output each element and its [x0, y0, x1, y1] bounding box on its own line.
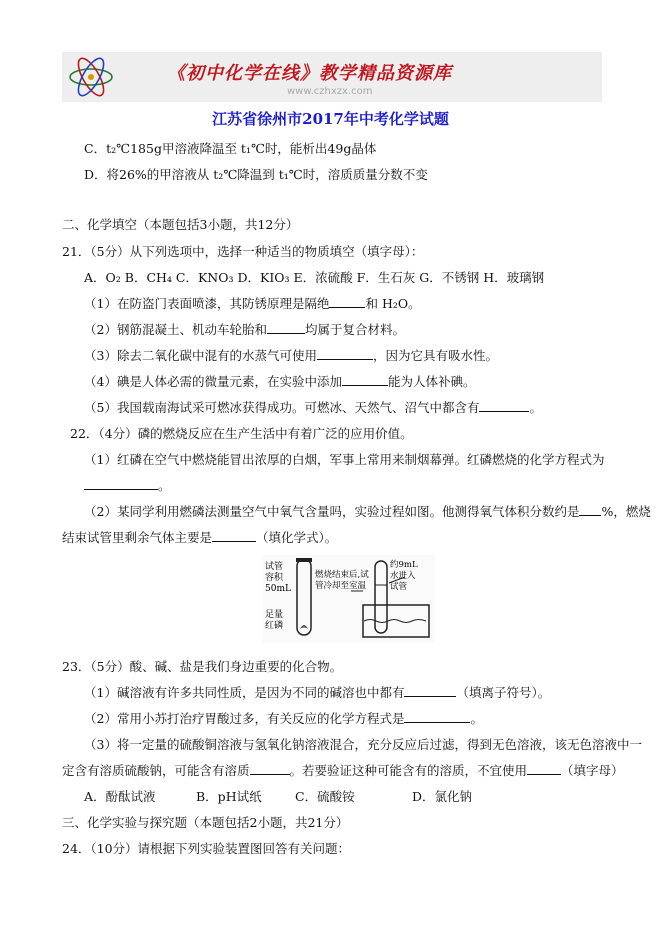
question-21-4: （4）碘是人体必需的微量元素，在实验中添加 能为人体补碘。: [84, 374, 476, 389]
answer-blank[interactable]: [404, 709, 470, 723]
question-23-option-a: A．酚酞试液: [84, 789, 156, 804]
question-23-2: （2）常用小苏打治疗胃酸过多，有关反应的化学方程式是 。: [84, 711, 483, 726]
answer-blank[interactable]: [342, 372, 388, 386]
answer-blank[interactable]: [250, 761, 290, 775]
question-23: 23．（5分）酸、碱、盐是我们身边重要的化合物。: [62, 659, 343, 674]
question-23-3-cont: 定含有溶质硫酸钠，可能含有溶质 。若要验证这种可能含有的溶质，不宜使用 （填字母）: [62, 763, 624, 778]
question-21-3: （3）除去二氧化碳中混有的水蒸气可使用 ，因为它具有吸水性。: [84, 348, 498, 363]
question-22-1-answer: 。: [84, 476, 171, 494]
question-23-1: （1）碱溶液有许多共同性质，是因为不同的碱溶也中都有 （填离子符号）。: [84, 685, 551, 700]
label-50ml: 50mL: [265, 584, 291, 594]
answer-blank[interactable]: [579, 502, 601, 516]
question-22-2: （2）某同学利用燃磷法测量空气中氧气含量吗，实验过程如图。他测得氧气体积分数约是 %，燃烧: [84, 504, 651, 519]
question-21: 21．（5分）从下列选项中，选择一种适当的物质填空（填字母）：: [62, 244, 424, 259]
question-21-options: A．O₂ B．CH₄ C．KNO₃ D．KIO₃ E．浓硫酸 F．生石灰 G．不锈钢 H．玻璃钢: [84, 270, 545, 285]
section-2-heading: 二、化学填空（本题包括3小题，共12分）: [62, 217, 299, 232]
answer-blank[interactable]: [84, 476, 158, 490]
answer-blank[interactable]: [317, 346, 373, 360]
option-c: C．t₂℃185g甲溶液降温至 t₁℃时，能析出49g晶体: [84, 141, 377, 156]
question-22-1: （1）红磷在空气中燃烧能冒出浓厚的白烟，军事上常用来制烟幕弹。红磷燃烧的化学方程式为: [84, 452, 605, 467]
answer-blank[interactable]: [479, 398, 529, 412]
label-sufficient: 足量: [265, 610, 284, 620]
document-title: 江苏省徐州市2017年中考化学试题: [212, 110, 449, 128]
question-21-2: （2）钢筋混凝土、机动车轮胎和 均属于复合材料。: [84, 322, 405, 337]
label-cooled: 管冷却至室温: [315, 581, 367, 591]
answer-blank[interactable]: [404, 683, 456, 697]
question-23-option-d: D．氯化钠: [412, 789, 473, 804]
label-red-phosphorus: 红磷: [265, 621, 284, 631]
experiment-figure: [263, 555, 435, 643]
label-9ml: 约9mL: [390, 560, 418, 570]
atom-logo-icon: [66, 55, 116, 99]
brand-title: 《初中化学在线》教学精品资源库: [167, 63, 452, 84]
answer-blank[interactable]: [267, 320, 305, 334]
question-22: 22．（4分）磷的燃烧反应在生产生活中有着广泛的应用价值。: [70, 426, 413, 441]
question-23-option-b: B．pH试纸: [196, 789, 262, 804]
label-tube: 试管: [265, 562, 284, 572]
section-3-heading: 三、化学实验与探究题（本题包括2小题，共21分）: [62, 815, 349, 830]
question-24: 24．（10分）请根据下列实验装置图回答有关问题：: [62, 841, 351, 856]
option-d: D．将26%的甲溶液从 t₂℃降温到 t₁℃时，溶质质量分数不变: [84, 167, 428, 182]
label-tube-right: 试管: [390, 582, 408, 592]
question-22-2-cont: 结束试管里剩余气体主要是 （填化学式）。: [62, 530, 338, 545]
question-23-3: （3）将一定量的硫酸铜溶液与氢氧化钠溶液混合，充分反应后过滤，得到无色溶液，该无色溶液中一: [84, 737, 642, 752]
header-banner: [62, 52, 602, 102]
answer-blank[interactable]: [527, 761, 561, 775]
brand-url: www.czhxzx.com: [287, 86, 373, 97]
question-23-option-c: C．硫酸铵: [295, 789, 355, 804]
question-21-1: （1）在防盗门表面喷漆，其防锈原理是隔绝 和 H₂O。: [84, 296, 421, 311]
question-21-5: （5）我国载南海试采可燃冰获得成功。可燃冰、天然气、沼气中都含有 。: [84, 400, 542, 415]
label-volume: 容积: [265, 573, 284, 583]
answer-blank[interactable]: [212, 528, 256, 542]
label-after-combustion: 燃烧结束后,试: [315, 570, 369, 580]
label-water-enters: 水进入: [390, 571, 416, 581]
answer-blank[interactable]: [329, 294, 365, 308]
